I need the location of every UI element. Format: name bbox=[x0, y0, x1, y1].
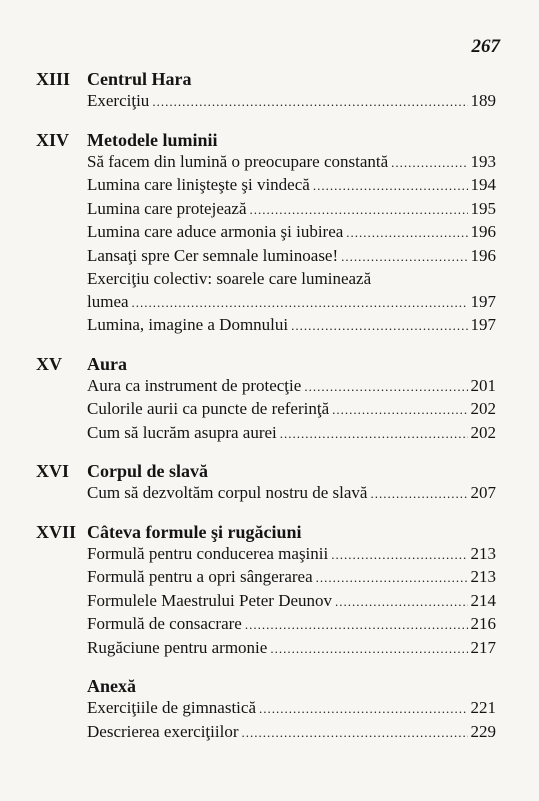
dot-leader bbox=[152, 91, 467, 114]
entry-page-number: 194 bbox=[470, 175, 496, 194]
chapter-section bbox=[36, 353, 496, 446]
toc-entry[interactable] bbox=[87, 566, 496, 590]
chapter-entries bbox=[87, 151, 496, 338]
entry-title: Lumina, imagine a Domnului bbox=[87, 315, 289, 334]
entry-title: Cum să lucrăm asupra aurei bbox=[87, 422, 277, 442]
toc-entry[interactable] bbox=[87, 314, 496, 338]
entry-title: Cum să dezvoltăm corpul nostru de slavă bbox=[87, 483, 368, 502]
toc-entry[interactable] bbox=[87, 482, 496, 506]
dot-leader bbox=[316, 567, 468, 590]
entry-page-number: 221 bbox=[470, 698, 496, 717]
chapter-entries bbox=[87, 482, 496, 506]
entry-title: Descrierea exerciţiilor bbox=[87, 721, 239, 741]
entry-title: Formulele Maestrului Peter Deunov bbox=[87, 590, 333, 610]
chapter-heading bbox=[36, 460, 496, 482]
toc-entry[interactable] bbox=[87, 697, 496, 721]
chapter-heading bbox=[36, 129, 496, 151]
entry-title: Rugăciune pentru armonie bbox=[87, 637, 268, 657]
dot-leader bbox=[270, 638, 467, 661]
entry-page-number: 197 bbox=[470, 315, 496, 334]
dot-leader bbox=[335, 591, 467, 614]
toc-entry[interactable] bbox=[87, 422, 496, 446]
dot-leader bbox=[331, 544, 467, 567]
entry-page-number: 214 bbox=[470, 590, 496, 610]
chapter-heading bbox=[36, 353, 496, 375]
dot-leader bbox=[242, 722, 468, 745]
toc-entry[interactable] bbox=[87, 198, 496, 222]
dot-leader bbox=[313, 175, 468, 198]
entry-title: Exerciţiu bbox=[87, 91, 150, 110]
chapter-numeral: XIII bbox=[36, 69, 71, 89]
chapter-section bbox=[36, 129, 496, 338]
chapter-heading bbox=[36, 68, 496, 90]
toc-entry[interactable] bbox=[87, 245, 496, 269]
toc-entry[interactable] bbox=[87, 613, 496, 637]
dot-leader bbox=[332, 399, 467, 422]
entry-title: Aura ca instrument de protecţie bbox=[87, 375, 302, 395]
chapter-title: Metodele luminii bbox=[87, 129, 218, 150]
chapter-title: Centrul Hara bbox=[87, 69, 192, 89]
toc-entry[interactable] bbox=[87, 375, 496, 399]
entry-title: Lumina care protejează bbox=[87, 198, 247, 218]
entry-page-number: 229 bbox=[470, 721, 496, 741]
entry-page-number: 197 bbox=[470, 291, 496, 311]
entry-title: Exerciţiile de gimnastică bbox=[87, 698, 256, 717]
dot-leader bbox=[391, 152, 467, 175]
entry-title: Formulă pentru conducerea maşinii bbox=[87, 543, 329, 563]
chapter-entries bbox=[87, 375, 496, 446]
dot-leader bbox=[259, 698, 468, 721]
toc-entry[interactable] bbox=[87, 174, 496, 198]
entry-title: lumea bbox=[87, 291, 129, 311]
dot-leader bbox=[346, 222, 467, 245]
toc-entry[interactable] bbox=[87, 590, 496, 614]
entry-page-number: 189 bbox=[470, 91, 496, 110]
entry-page-number: 217 bbox=[470, 637, 496, 657]
toc-entry[interactable] bbox=[87, 291, 496, 315]
chapter-entries bbox=[87, 90, 496, 114]
entry-page-number: 201 bbox=[470, 375, 496, 395]
entry-page-number: 193 bbox=[470, 151, 496, 171]
entry-title: Culorile aurii ca puncte de referinţă bbox=[87, 399, 330, 418]
chapter-section bbox=[36, 68, 496, 114]
chapter-heading bbox=[36, 521, 496, 543]
entry-page-number: 216 bbox=[470, 614, 496, 633]
entry-page-number: 196 bbox=[470, 222, 496, 241]
entry-page-number: 207 bbox=[470, 483, 496, 502]
toc-entry[interactable] bbox=[87, 721, 496, 745]
toc-entry-line bbox=[87, 268, 496, 291]
toc-entry[interactable] bbox=[87, 543, 496, 567]
dot-leader bbox=[132, 292, 468, 315]
dot-leader bbox=[291, 315, 467, 338]
entry-page-number: 195 bbox=[470, 198, 496, 218]
chapter-numeral: XV bbox=[36, 353, 62, 374]
chapter-numeral: XVII bbox=[36, 521, 77, 542]
entry-title: Formulă pentru a opri sângerarea bbox=[87, 567, 313, 586]
chapter-numeral: XIV bbox=[36, 129, 70, 150]
chapter-heading bbox=[36, 675, 496, 697]
chapter-section bbox=[36, 521, 496, 661]
dot-leader bbox=[304, 376, 467, 399]
toc-entry[interactable] bbox=[87, 398, 496, 422]
entry-page-number: 213 bbox=[470, 567, 496, 586]
chapter-entries bbox=[87, 543, 496, 661]
toc-entry[interactable] bbox=[87, 221, 496, 245]
dot-leader bbox=[341, 246, 467, 269]
entry-title: Să facem din lumină o preocupare constantă bbox=[87, 151, 389, 171]
chapter-title: Câteva formule şi rugăciuni bbox=[87, 521, 302, 542]
entry-page-number: 202 bbox=[470, 422, 496, 442]
dot-leader bbox=[370, 483, 467, 506]
chapter-numeral: XVI bbox=[36, 461, 70, 481]
entry-page-number: 196 bbox=[470, 245, 496, 265]
entry-title: Lumina care aduce armonia şi iubirea bbox=[87, 222, 344, 241]
toc-entry[interactable] bbox=[87, 151, 496, 175]
table-of-contents bbox=[36, 68, 496, 759]
chapter-section bbox=[36, 460, 496, 506]
entry-title: Formulă de consacrare bbox=[87, 614, 242, 633]
chapter-title: Anexă bbox=[87, 676, 136, 696]
entry-title: Lumina care linişteşte şi vindecă bbox=[87, 175, 310, 194]
entry-title-first-line: Exerciţiu colectiv: soarele care luminează bbox=[87, 269, 372, 288]
chapter-title: Aura bbox=[87, 353, 127, 374]
dot-leader bbox=[250, 199, 468, 222]
entry-title: Lansaţi spre Cer semnale luminoase! bbox=[87, 245, 339, 265]
entry-page-number: 213 bbox=[470, 543, 496, 563]
toc-entry[interactable] bbox=[87, 637, 496, 661]
toc-entry[interactable] bbox=[87, 90, 496, 114]
chapter-entries bbox=[87, 697, 496, 744]
chapter-title: Corpul de slavă bbox=[87, 461, 209, 481]
chapter-section bbox=[36, 675, 496, 744]
page-number: 267 bbox=[471, 36, 500, 57]
dot-leader bbox=[245, 614, 468, 637]
entry-page-number: 202 bbox=[470, 399, 496, 418]
dot-leader bbox=[280, 423, 468, 446]
